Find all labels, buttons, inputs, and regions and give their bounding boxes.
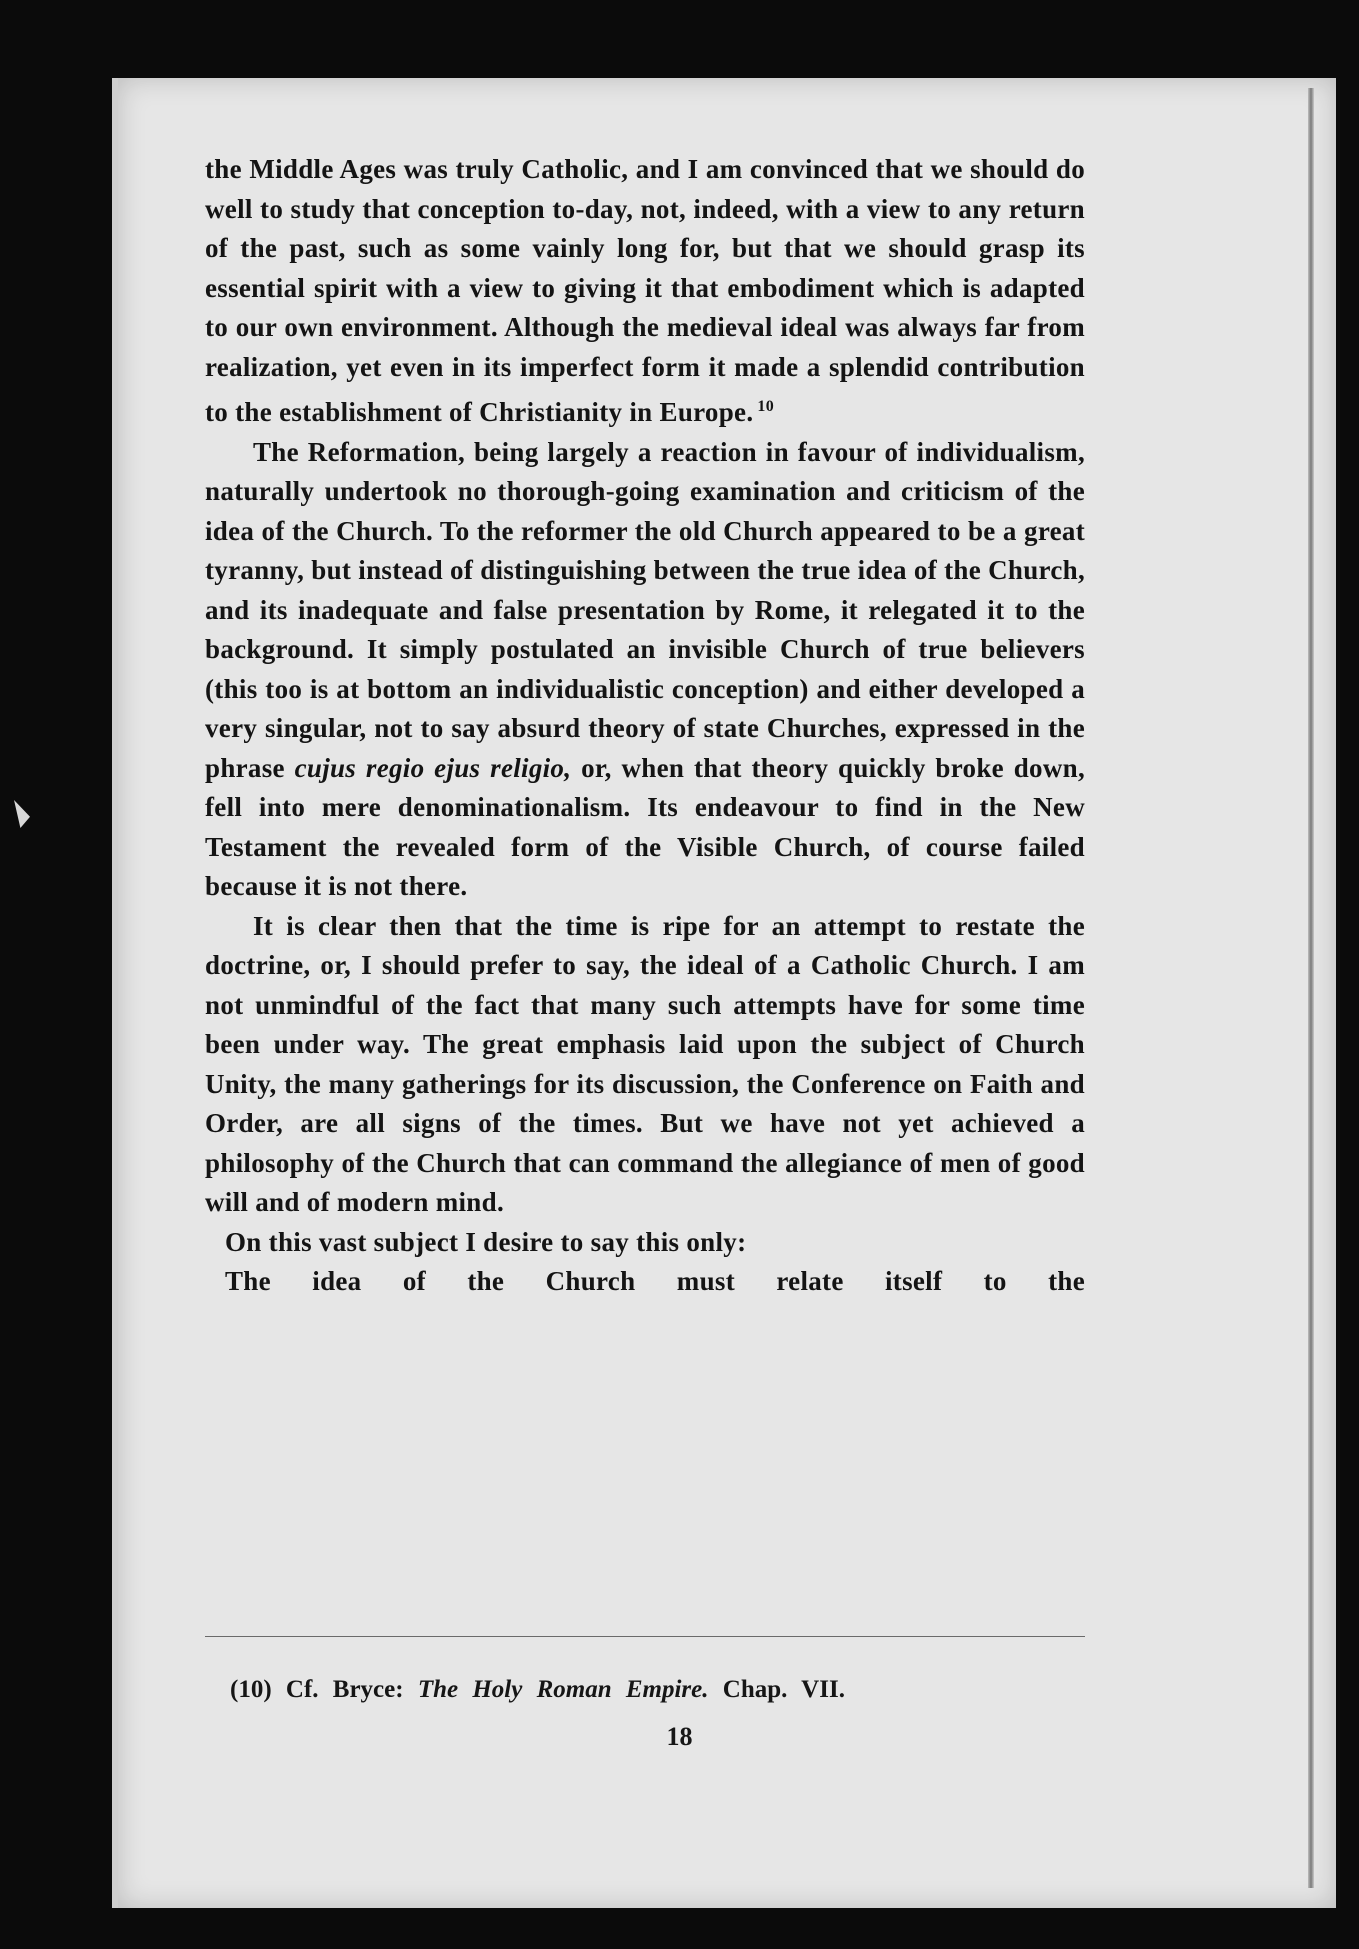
paragraph-3: It is clear then that the time is ripe for an attempt to restate the doctrine, or, I should prefer to say, the ideal of a Catholic Church. I am not unmindful of the fact that many such attempts have for some time been under way. The great emphasis laid upon the subject of Church Unity, the many gatherings for its discussion, the Conference on Faith and Order, are all signs of the times. But we have not yet achieved a philosophy of the Church that can command the allegiance of men of good will and of modern mind. xyxy=(205,910,1085,1217)
paragraph-1-text: the Middle Ages was truly Catholic, and I am convinced that we should do well to study that conception to-day, not, indeed, with a view to any return of the past, such as some vainly long for, but that we should grasp its essential spirit with a view to giving it that embodiment which is adapted to our own environment. Although the medieval ideal was always far from realization, yet even in its imperfect form it made a splendid contribution to the establishment of Christianity in Europe. xyxy=(205,154,1085,427)
paragraph-2 xyxy=(205,433,1085,907)
footnote-divider xyxy=(205,1636,1085,1637)
scan-artifact xyxy=(14,800,30,828)
body-text xyxy=(205,150,1085,1302)
paragraph-2-text: The Reformation, being largely a reaction in favour of individualism, naturally undertook no thorough-going examination and criticism of the idea of the Church. To the reformer the old Church appeared to be a great tyranny, but instead of distinguishing between the true idea of the Church, and its inadequate and false presentation by Rome, it relegated it to the background. It simply postulated an invisible Church of true believers (this too is at bottom an individualistic conception) and either developed a very singular, not to say absurd theory of state Churches, expressed in the phrase xyxy=(205,436,1085,783)
paragraph-5: The idea of the Church must relate itself to the xyxy=(225,1266,1085,1296)
footnote-title: The Holy Roman Empire. xyxy=(417,1676,709,1703)
latin-phrase: cujus regio ejus religio, xyxy=(294,752,572,783)
page-number: 18 xyxy=(666,1722,693,1751)
page-edge-shadow xyxy=(1308,88,1314,1888)
paragraph-1 xyxy=(205,150,1085,433)
footnote-prefix: Cf. Bryce: xyxy=(285,1676,404,1703)
footnote-number: (10) xyxy=(230,1676,272,1703)
paragraph-4: On this vast subject I desire to say this only: xyxy=(225,1226,747,1257)
paragraph-2-tail: or, when that theory quickly broke down, fell into mere denominationalism. Its endeavour to find in the New Testament the revealed form of the Visible Church, of course failed because it is not there. xyxy=(205,752,1085,901)
footnote-chapter: Chap. VII. xyxy=(722,1676,845,1703)
footnote xyxy=(230,1676,1090,1704)
footnote-reference: 10 xyxy=(757,398,774,415)
